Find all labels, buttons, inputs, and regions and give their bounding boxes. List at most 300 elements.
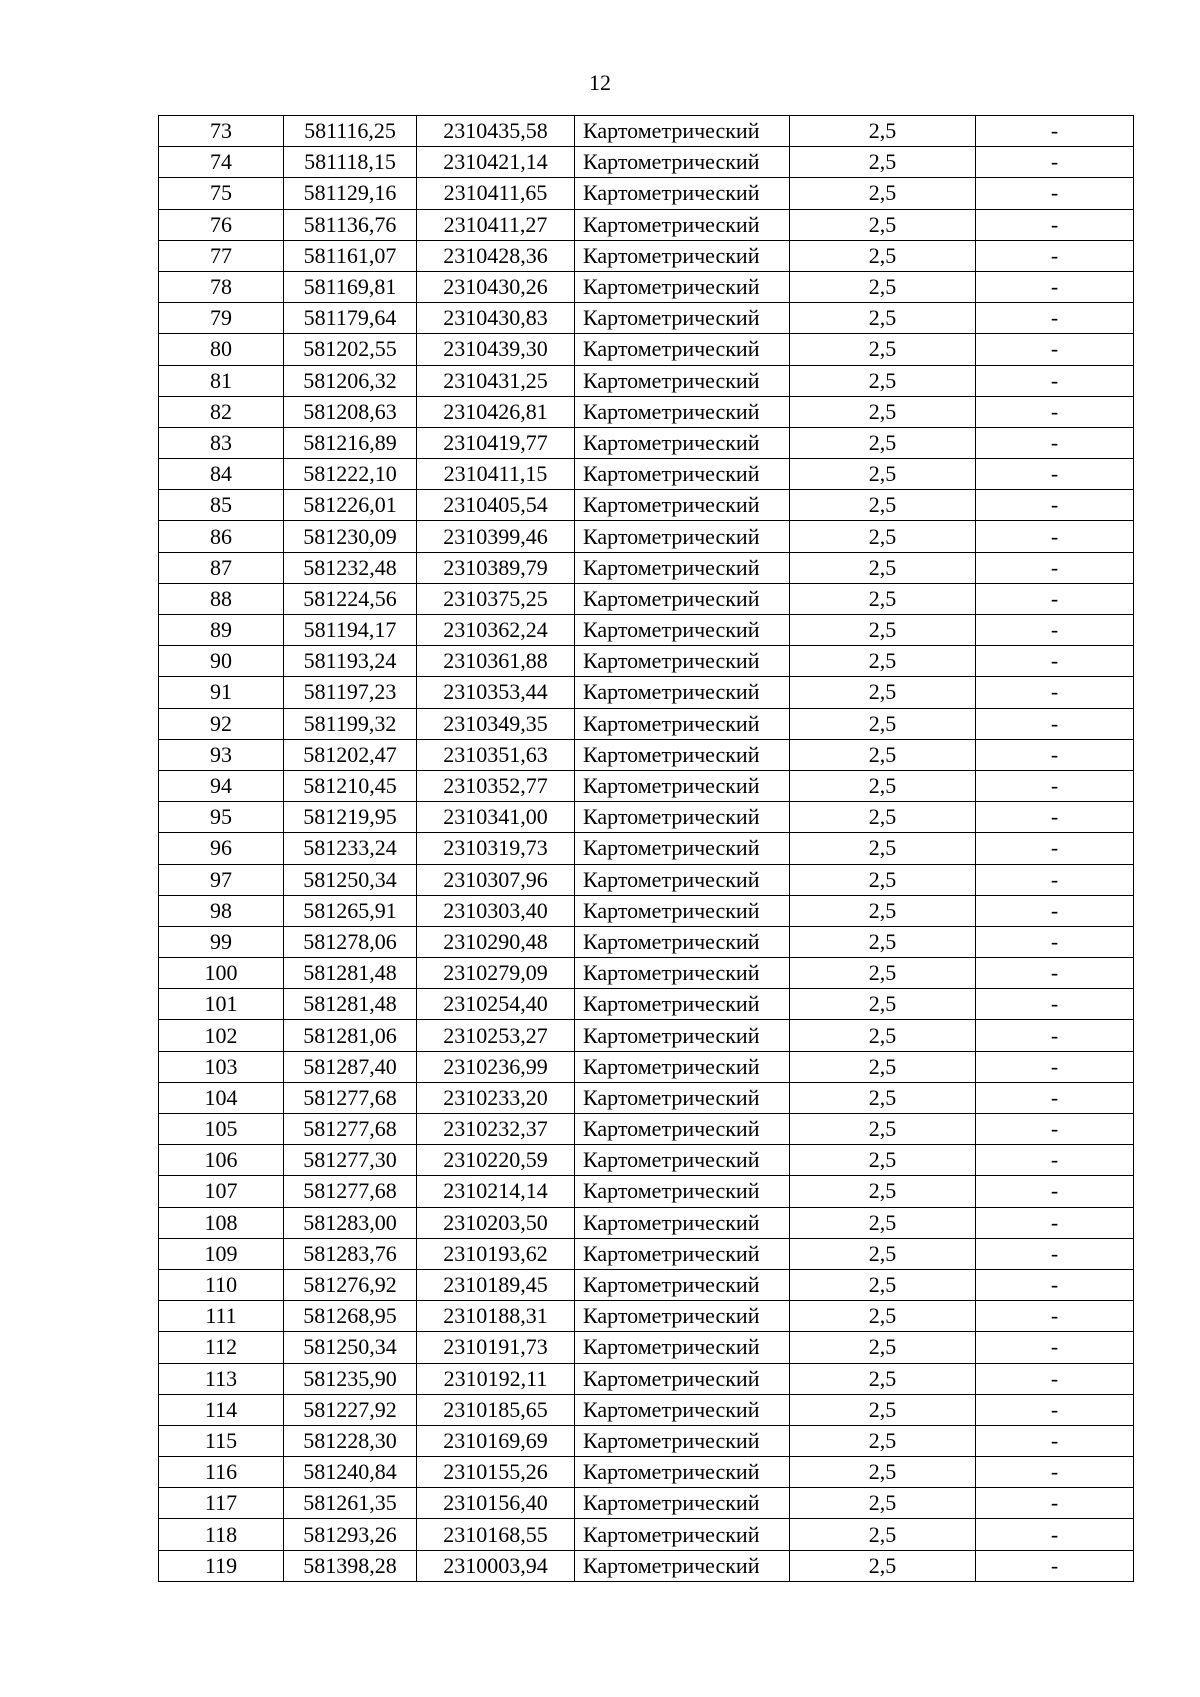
coordinates-table	[158, 115, 1134, 1582]
table-row	[159, 583, 1134, 614]
y-coordinate-cell: 2310003,94	[417, 1550, 575, 1581]
y-coordinate-cell: 2310426,81	[417, 396, 575, 427]
x-coordinate-cell: 581210,45	[284, 770, 417, 801]
x-coordinate-cell: 581219,95	[284, 802, 417, 833]
y-coordinate-cell: 2310439,30	[417, 334, 575, 365]
method-cell: Картометрический	[575, 1051, 790, 1082]
method-cell: Картометрический	[575, 958, 790, 989]
point-number-cell: 96	[159, 833, 284, 864]
description-cell: -	[976, 396, 1134, 427]
point-number-cell: 74	[159, 147, 284, 178]
method-cell: Картометрический	[575, 240, 790, 271]
table-row	[159, 1051, 1134, 1082]
method-cell: Картометрический	[575, 770, 790, 801]
accuracy-cell: 2,5	[790, 427, 976, 458]
y-coordinate-cell: 2310233,20	[417, 1082, 575, 1113]
point-number-cell: 113	[159, 1363, 284, 1394]
table-row	[159, 1457, 1134, 1488]
method-cell: Картометрический	[575, 178, 790, 209]
x-coordinate-cell: 581136,76	[284, 209, 417, 240]
description-cell: -	[976, 459, 1134, 490]
x-coordinate-cell: 581194,17	[284, 615, 417, 646]
y-coordinate-cell: 2310169,69	[417, 1425, 575, 1456]
y-coordinate-cell: 2310189,45	[417, 1269, 575, 1300]
table-row	[159, 271, 1134, 302]
method-cell: Картометрический	[575, 739, 790, 770]
y-coordinate-cell: 2310192,11	[417, 1363, 575, 1394]
description-cell: -	[976, 365, 1134, 396]
table-row	[159, 895, 1134, 926]
accuracy-cell: 2,5	[790, 334, 976, 365]
accuracy-cell: 2,5	[790, 240, 976, 271]
accuracy-cell: 2,5	[790, 271, 976, 302]
accuracy-cell: 2,5	[790, 178, 976, 209]
point-number-cell: 77	[159, 240, 284, 271]
x-coordinate-cell: 581233,24	[284, 833, 417, 864]
accuracy-cell: 2,5	[790, 1550, 976, 1581]
table-row	[159, 427, 1134, 458]
method-cell: Картометрический	[575, 989, 790, 1020]
method-cell: Картометрический	[575, 895, 790, 926]
point-number-cell: 87	[159, 552, 284, 583]
x-coordinate-cell: 581283,00	[284, 1207, 417, 1238]
method-cell: Картометрический	[575, 583, 790, 614]
description-cell: -	[976, 1457, 1134, 1488]
table-row	[159, 677, 1134, 708]
x-coordinate-cell: 581230,09	[284, 521, 417, 552]
description-cell: -	[976, 303, 1134, 334]
x-coordinate-cell: 581199,32	[284, 708, 417, 739]
y-coordinate-cell: 2310254,40	[417, 989, 575, 1020]
method-cell: Картометрический	[575, 116, 790, 147]
description-cell: -	[976, 334, 1134, 365]
description-cell: -	[976, 1363, 1134, 1394]
method-cell: Картометрический	[575, 1301, 790, 1332]
point-number-cell: 106	[159, 1145, 284, 1176]
description-cell: -	[976, 802, 1134, 833]
method-cell: Картометрический	[575, 1207, 790, 1238]
x-coordinate-cell: 581228,30	[284, 1425, 417, 1456]
y-coordinate-cell: 2310421,14	[417, 147, 575, 178]
accuracy-cell: 2,5	[790, 1207, 976, 1238]
x-coordinate-cell: 581118,15	[284, 147, 417, 178]
method-cell: Картометрический	[575, 1176, 790, 1207]
description-cell: -	[976, 1020, 1134, 1051]
x-coordinate-cell: 581116,25	[284, 116, 417, 147]
accuracy-cell: 2,5	[790, 895, 976, 926]
point-number-cell: 117	[159, 1488, 284, 1519]
accuracy-cell: 2,5	[790, 802, 976, 833]
accuracy-cell: 2,5	[790, 1269, 976, 1300]
table-row	[159, 209, 1134, 240]
method-cell: Картометрический	[575, 1550, 790, 1581]
description-cell: -	[976, 490, 1134, 521]
table-row	[159, 1301, 1134, 1332]
description-cell: -	[976, 1488, 1134, 1519]
accuracy-cell: 2,5	[790, 1457, 976, 1488]
accuracy-cell: 2,5	[790, 926, 976, 957]
x-coordinate-cell: 581202,55	[284, 334, 417, 365]
table-row	[159, 833, 1134, 864]
accuracy-cell: 2,5	[790, 1363, 976, 1394]
y-coordinate-cell: 2310168,55	[417, 1519, 575, 1550]
description-cell: -	[976, 1394, 1134, 1425]
accuracy-cell: 2,5	[790, 833, 976, 864]
y-coordinate-cell: 2310430,26	[417, 271, 575, 302]
y-coordinate-cell: 2310185,65	[417, 1394, 575, 1425]
description-cell: -	[976, 1519, 1134, 1550]
point-number-cell: 102	[159, 1020, 284, 1051]
x-coordinate-cell: 581169,81	[284, 271, 417, 302]
accuracy-cell: 2,5	[790, 116, 976, 147]
accuracy-cell: 2,5	[790, 708, 976, 739]
table-row	[159, 1363, 1134, 1394]
point-number-cell: 73	[159, 116, 284, 147]
description-cell: -	[976, 209, 1134, 240]
point-number-cell: 88	[159, 583, 284, 614]
y-coordinate-cell: 2310290,48	[417, 926, 575, 957]
y-coordinate-cell: 2310389,79	[417, 552, 575, 583]
description-cell: -	[976, 1145, 1134, 1176]
method-cell: Картометрический	[575, 209, 790, 240]
point-number-cell: 75	[159, 178, 284, 209]
method-cell: Картометрический	[575, 833, 790, 864]
y-coordinate-cell: 2310349,35	[417, 708, 575, 739]
point-number-cell: 84	[159, 459, 284, 490]
x-coordinate-cell: 581227,92	[284, 1394, 417, 1425]
method-cell: Картометрический	[575, 552, 790, 583]
point-number-cell: 86	[159, 521, 284, 552]
method-cell: Картометрический	[575, 1363, 790, 1394]
description-cell: -	[976, 739, 1134, 770]
y-coordinate-cell: 2310203,50	[417, 1207, 575, 1238]
table-row	[159, 1394, 1134, 1425]
coordinates-table-body	[159, 116, 1134, 1582]
y-coordinate-cell: 2310279,09	[417, 958, 575, 989]
method-cell: Картометрический	[575, 1020, 790, 1051]
x-coordinate-cell: 581202,47	[284, 739, 417, 770]
accuracy-cell: 2,5	[790, 1519, 976, 1550]
y-coordinate-cell: 2310307,96	[417, 864, 575, 895]
method-cell: Картометрический	[575, 459, 790, 490]
y-coordinate-cell: 2310361,88	[417, 646, 575, 677]
accuracy-cell: 2,5	[790, 552, 976, 583]
x-coordinate-cell: 581276,92	[284, 1269, 417, 1300]
method-cell: Картометрический	[575, 334, 790, 365]
accuracy-cell: 2,5	[790, 583, 976, 614]
point-number-cell: 80	[159, 334, 284, 365]
accuracy-cell: 2,5	[790, 958, 976, 989]
table-row	[159, 1550, 1134, 1581]
method-cell: Картометрический	[575, 1425, 790, 1456]
x-coordinate-cell: 581278,06	[284, 926, 417, 957]
y-coordinate-cell: 2310353,44	[417, 677, 575, 708]
accuracy-cell: 2,5	[790, 1301, 976, 1332]
y-coordinate-cell: 2310411,15	[417, 459, 575, 490]
description-cell: -	[976, 271, 1134, 302]
description-cell: -	[976, 770, 1134, 801]
description-cell: -	[976, 895, 1134, 926]
description-cell: -	[976, 1114, 1134, 1145]
accuracy-cell: 2,5	[790, 615, 976, 646]
point-number-cell: 103	[159, 1051, 284, 1082]
description-cell: -	[976, 552, 1134, 583]
table-row	[159, 1082, 1134, 1113]
method-cell: Картометрический	[575, 365, 790, 396]
y-coordinate-cell: 2310220,59	[417, 1145, 575, 1176]
description-cell: -	[976, 1301, 1134, 1332]
method-cell: Картометрический	[575, 1488, 790, 1519]
point-number-cell: 100	[159, 958, 284, 989]
table-row	[159, 1488, 1134, 1519]
point-number-cell: 85	[159, 490, 284, 521]
description-cell: -	[976, 1238, 1134, 1269]
description-cell: -	[976, 583, 1134, 614]
point-number-cell: 108	[159, 1207, 284, 1238]
description-cell: -	[976, 615, 1134, 646]
method-cell: Картометрический	[575, 427, 790, 458]
table-row	[159, 1114, 1134, 1145]
x-coordinate-cell: 581197,23	[284, 677, 417, 708]
method-cell: Картометрический	[575, 1114, 790, 1145]
description-cell: -	[976, 677, 1134, 708]
y-coordinate-cell: 2310253,27	[417, 1020, 575, 1051]
description-cell: -	[976, 1425, 1134, 1456]
point-number-cell: 91	[159, 677, 284, 708]
method-cell: Картометрический	[575, 926, 790, 957]
table-row	[159, 396, 1134, 427]
x-coordinate-cell: 581277,68	[284, 1082, 417, 1113]
x-coordinate-cell: 581277,30	[284, 1145, 417, 1176]
description-cell: -	[976, 926, 1134, 957]
point-number-cell: 105	[159, 1114, 284, 1145]
method-cell: Картометрический	[575, 1145, 790, 1176]
accuracy-cell: 2,5	[790, 521, 976, 552]
description-cell: -	[976, 147, 1134, 178]
description-cell: -	[976, 521, 1134, 552]
table-row	[159, 1020, 1134, 1051]
method-cell: Картометрический	[575, 802, 790, 833]
table-row	[159, 459, 1134, 490]
table-row	[159, 147, 1134, 178]
description-cell: -	[976, 1176, 1134, 1207]
y-coordinate-cell: 2310399,46	[417, 521, 575, 552]
description-cell: -	[976, 427, 1134, 458]
x-coordinate-cell: 581235,90	[284, 1363, 417, 1394]
table-row	[159, 1176, 1134, 1207]
point-number-cell: 116	[159, 1457, 284, 1488]
table-row	[159, 1269, 1134, 1300]
point-number-cell: 82	[159, 396, 284, 427]
description-cell: -	[976, 958, 1134, 989]
x-coordinate-cell: 581240,84	[284, 1457, 417, 1488]
method-cell: Картометрический	[575, 708, 790, 739]
x-coordinate-cell: 581265,91	[284, 895, 417, 926]
accuracy-cell: 2,5	[790, 1145, 976, 1176]
description-cell: -	[976, 833, 1134, 864]
table-row	[159, 646, 1134, 677]
y-coordinate-cell: 2310411,65	[417, 178, 575, 209]
accuracy-cell: 2,5	[790, 1332, 976, 1363]
y-coordinate-cell: 2310156,40	[417, 1488, 575, 1519]
accuracy-cell: 2,5	[790, 1051, 976, 1082]
point-number-cell: 118	[159, 1519, 284, 1550]
accuracy-cell: 2,5	[790, 989, 976, 1020]
x-coordinate-cell: 581206,32	[284, 365, 417, 396]
accuracy-cell: 2,5	[790, 1394, 976, 1425]
y-coordinate-cell: 2310319,73	[417, 833, 575, 864]
table-row	[159, 615, 1134, 646]
x-coordinate-cell: 581232,48	[284, 552, 417, 583]
method-cell: Картометрический	[575, 1332, 790, 1363]
table-row	[159, 1207, 1134, 1238]
y-coordinate-cell: 2310411,27	[417, 209, 575, 240]
point-number-cell: 89	[159, 615, 284, 646]
point-number-cell: 97	[159, 864, 284, 895]
table-row	[159, 303, 1134, 334]
accuracy-cell: 2,5	[790, 459, 976, 490]
table-row	[159, 989, 1134, 1020]
x-coordinate-cell: 581179,64	[284, 303, 417, 334]
y-coordinate-cell: 2310341,00	[417, 802, 575, 833]
description-cell: -	[976, 989, 1134, 1020]
y-coordinate-cell: 2310155,26	[417, 1457, 575, 1488]
point-number-cell: 92	[159, 708, 284, 739]
point-number-cell: 94	[159, 770, 284, 801]
x-coordinate-cell: 581226,01	[284, 490, 417, 521]
point-number-cell: 79	[159, 303, 284, 334]
table-row	[159, 1519, 1134, 1550]
method-cell: Картометрический	[575, 1457, 790, 1488]
table-row	[159, 240, 1134, 271]
method-cell: Картометрический	[575, 303, 790, 334]
accuracy-cell: 2,5	[790, 1425, 976, 1456]
y-coordinate-cell: 2310193,62	[417, 1238, 575, 1269]
y-coordinate-cell: 2310188,31	[417, 1301, 575, 1332]
description-cell: -	[976, 1051, 1134, 1082]
description-cell: -	[976, 1269, 1134, 1300]
y-coordinate-cell: 2310236,99	[417, 1051, 575, 1082]
table-row	[159, 334, 1134, 365]
table-row	[159, 521, 1134, 552]
table-row	[159, 864, 1134, 895]
accuracy-cell: 2,5	[790, 396, 976, 427]
y-coordinate-cell: 2310214,14	[417, 1176, 575, 1207]
method-cell: Картометрический	[575, 1394, 790, 1425]
y-coordinate-cell: 2310428,36	[417, 240, 575, 271]
point-number-cell: 99	[159, 926, 284, 957]
point-number-cell: 93	[159, 739, 284, 770]
y-coordinate-cell: 2310191,73	[417, 1332, 575, 1363]
accuracy-cell: 2,5	[790, 646, 976, 677]
x-coordinate-cell: 581250,34	[284, 864, 417, 895]
description-cell: -	[976, 116, 1134, 147]
point-number-cell: 81	[159, 365, 284, 396]
y-coordinate-cell: 2310405,54	[417, 490, 575, 521]
table-row	[159, 178, 1134, 209]
x-coordinate-cell: 581287,40	[284, 1051, 417, 1082]
x-coordinate-cell: 581398,28	[284, 1550, 417, 1581]
method-cell: Картометрический	[575, 1082, 790, 1113]
description-cell: -	[976, 864, 1134, 895]
y-coordinate-cell: 2310362,24	[417, 615, 575, 646]
y-coordinate-cell: 2310435,58	[417, 116, 575, 147]
description-cell: -	[976, 708, 1134, 739]
method-cell: Картометрический	[575, 864, 790, 895]
point-number-cell: 76	[159, 209, 284, 240]
accuracy-cell: 2,5	[790, 209, 976, 240]
x-coordinate-cell: 581281,48	[284, 958, 417, 989]
table-row	[159, 552, 1134, 583]
y-coordinate-cell: 2310351,63	[417, 739, 575, 770]
method-cell: Картометрический	[575, 1238, 790, 1269]
accuracy-cell: 2,5	[790, 770, 976, 801]
table-row	[159, 739, 1134, 770]
page-number: 12	[589, 70, 611, 95]
x-coordinate-cell: 581222,10	[284, 459, 417, 490]
description-cell: -	[976, 646, 1134, 677]
point-number-cell: 90	[159, 646, 284, 677]
point-number-cell: 115	[159, 1425, 284, 1456]
table-row	[159, 802, 1134, 833]
table-row	[159, 490, 1134, 521]
method-cell: Картометрический	[575, 396, 790, 427]
method-cell: Картометрический	[575, 271, 790, 302]
accuracy-cell: 2,5	[790, 864, 976, 895]
point-number-cell: 119	[159, 1550, 284, 1581]
accuracy-cell: 2,5	[790, 1238, 976, 1269]
accuracy-cell: 2,5	[790, 1176, 976, 1207]
table-row	[159, 116, 1134, 147]
accuracy-cell: 2,5	[790, 1082, 976, 1113]
point-number-cell: 114	[159, 1394, 284, 1425]
point-number-cell: 104	[159, 1082, 284, 1113]
method-cell: Картометрический	[575, 677, 790, 708]
point-number-cell: 111	[159, 1301, 284, 1332]
y-coordinate-cell: 2310375,25	[417, 583, 575, 614]
x-coordinate-cell: 581193,24	[284, 646, 417, 677]
point-number-cell: 107	[159, 1176, 284, 1207]
y-coordinate-cell: 2310430,83	[417, 303, 575, 334]
y-coordinate-cell: 2310419,77	[417, 427, 575, 458]
y-coordinate-cell: 2310431,25	[417, 365, 575, 396]
accuracy-cell: 2,5	[790, 365, 976, 396]
accuracy-cell: 2,5	[790, 677, 976, 708]
description-cell: -	[976, 1082, 1134, 1113]
y-coordinate-cell: 2310352,77	[417, 770, 575, 801]
table-row	[159, 1332, 1134, 1363]
description-cell: -	[976, 240, 1134, 271]
point-number-cell: 95	[159, 802, 284, 833]
x-coordinate-cell: 581250,34	[284, 1332, 417, 1363]
table-row	[159, 708, 1134, 739]
table-row	[159, 1238, 1134, 1269]
accuracy-cell: 2,5	[790, 1020, 976, 1051]
x-coordinate-cell: 581216,89	[284, 427, 417, 458]
table-row	[159, 770, 1134, 801]
point-number-cell: 83	[159, 427, 284, 458]
description-cell: -	[976, 1332, 1134, 1363]
method-cell: Картометрический	[575, 615, 790, 646]
x-coordinate-cell: 581277,68	[284, 1114, 417, 1145]
description-cell: -	[976, 178, 1134, 209]
method-cell: Картометрический	[575, 646, 790, 677]
x-coordinate-cell: 581293,26	[284, 1519, 417, 1550]
accuracy-cell: 2,5	[790, 303, 976, 334]
method-cell: Картометрический	[575, 1519, 790, 1550]
x-coordinate-cell: 581224,56	[284, 583, 417, 614]
point-number-cell: 101	[159, 989, 284, 1020]
